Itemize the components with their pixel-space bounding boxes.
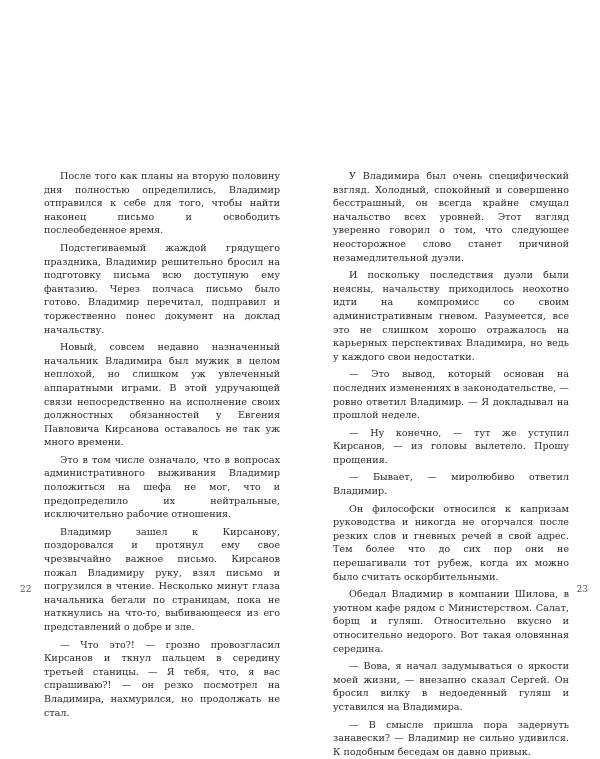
paragraph: — В смысле пришла пора задернуть занавески? — Владимир не сильно удивился. К подобным беседам он давно привык. <box>333 719 569 758</box>
paragraph: После того как планы на вторую половину дня полностью определились, Владимир отправился к себе для того, чтобы найти наконец письмо и освободить послеобеденное время. <box>44 171 280 237</box>
left-page <box>0 0 300 750</box>
paragraph: — Ну конечно, — тут же уступил Кирсанов, — из головы вылетело. Прошу прощения. <box>333 427 569 466</box>
paragraph: — Бывает, — миролюбиво ответил Владимир. <box>333 472 569 498</box>
page-number-left: 22 <box>20 585 32 595</box>
paragraph: Новый, совсем недавно назначенный начальник Владимира был мужик в целом неплохой, но слишком уж увлеченный аппаратными играми. В этой удручающей связи непосредственно на исполнение своих должностных обязанностей у Евгения Павловича Кирсанова оставалось не так уж много времени. <box>44 342 280 449</box>
left-text-column <box>44 170 280 720</box>
paragraph: — Вова, я начал задумываться о яркости моей жизни, — внезапно сказал Сергей. Он бросил вилку в недоеденный гуляш и уставился на Владимира. <box>333 661 569 713</box>
paragraph: Обедал Владимир в компании Шилова, в уютном кафе рядом с Министерством. Салат, борщ и гуляш. Относительно вкусно и относительно недорого. Вот такая оловянная середина. <box>333 589 569 655</box>
page-number-right: 23 <box>576 585 588 595</box>
paragraph: Это в том числе означало, что в вопросах административного выживания Владимир положиться на шефа не мог, что и предопределило их нейтральные, исключительно рабочие отношения. <box>44 454 280 521</box>
paragraph: — Что это?! — грозно провозгласил Кирсанов и ткнул пальцем в середину третьей станицы. — Я тебя, что, я вас спрашиваю?! — он резко посмотрел на Владимира, нахмурился, но продолжать не стал. <box>44 639 280 719</box>
paragraph: У Владимира был очень специфический взгляд. Холодный, спокойный и совершенно бесстрашный, он всегда крайне смущал начальство всех уровней. Этот взгляд уверенно говорил о том, что следующее неосторожное слово станет причиной незамедлительной дуэли. <box>333 171 569 264</box>
right-text-column <box>333 170 569 759</box>
paragraph: И поскольку последствия дуэли были неясны, начальству приходилось неохотно идти на компромисс со своим административным гневом. Разумеется, все это не слишком хорошо отражалось на карьерных перспективах Владимира, но ведь у каждого свои недостатки. <box>333 270 569 363</box>
paragraph: — Это вывод, который основан на последних изменениях в законодательстве, — ровно ответил Владимир. — Я докладывал на прошлой неделе. <box>333 369 569 422</box>
paragraph: Он философски относился к капризам руководства и никогда не огорчался после резких слов и гневных речей в свой адрес. Тем более что до сих пор они не перешагивали тот рубеж, когда их можно было считать оскорбительными. <box>333 503 569 583</box>
paragraph: Подстегиваемый жаждой грядущего праздника, Владимир решительно бросил на подготовку письма всю доступную ему фантазию. Через полчаса письмо было готово. Владимир перечитал, подправил и торжественно понес документ на доклад начальству. <box>44 242 280 336</box>
paragraph: Владимир зашел к Кирсанову, поздоровался и протянул ему свое чрезвычайно важное письмо. Кирсанов пожал Владимиру руку, взял письмо и погрузился в чтение. Несколько минут глаза начальника бегали по страницам, пока не наткнулись на что-то, выбивающееся из его представлений о добре и зле. <box>44 526 280 633</box>
right-page <box>300 0 600 758</box>
